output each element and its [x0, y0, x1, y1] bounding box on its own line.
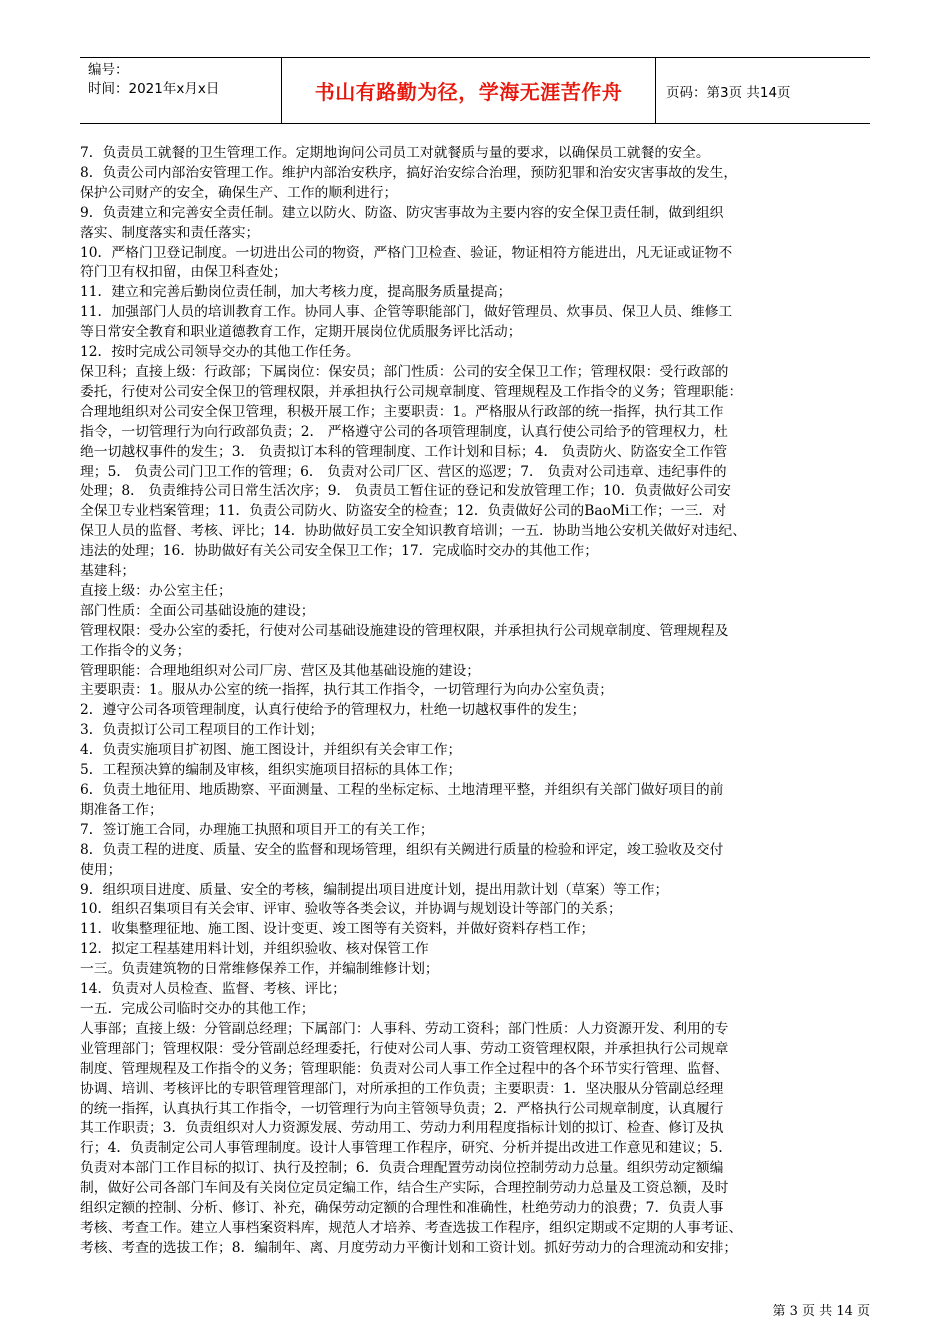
body-line: 7．签订施工合同，办理施工执照和项目开工的有关工作； [80, 821, 434, 838]
body-line: 协调、培训、考核评比的专职管理管理部门，对所承担的工作负责；主要职责：1．坚决服从分管副总经理 [80, 1080, 724, 1097]
body-line: 10．严格门卫登记制度。一切进出公司的物资，严格门卫检查、验证，物证相符方能进出，凡无证或证物不 [80, 244, 733, 261]
body-line: 使用； [80, 861, 122, 878]
body-line: 2．遵守公司各项管理制度，认真行使给予的管理权力，杜绝一切越权事件的发生； [80, 702, 586, 719]
body-line: 违法的处理；16．协助做好有关公司安全保卫工作；17．完成临时交办的其他工作； [80, 543, 599, 560]
body-line: 保护公司财产的安全，确保生产、工作的顺利进行； [80, 184, 398, 201]
body-line: 主要职责：1。服从办公室的统一指挥，执行其工作指令，一切管理行为向办公室负责； [80, 682, 614, 699]
body-line: 10．组织召集项目有关会审、评审、验收等各类会议，并协调与规划设计等部门的关系； [80, 901, 622, 918]
document-number-label: 编号： [88, 62, 129, 78]
body-line: 人事部；直接上级：分管副总经理；下属部门：人事科、劳动工资科；部门性质：人力资源开发、利用的专 [80, 1020, 729, 1037]
body-line: 7．负责员工就餐的卫生管理工作。定期地询问公司员工对就餐质与量的要求，以确保员工就餐的安全。 [80, 145, 710, 161]
body-line: 8．负责公司内部治安管理工作。维护内部治安秩序，搞好治安综合治理，预防犯罪和治安灾害事故的发生， [80, 164, 738, 181]
body-line: 9．组织项目进度、质量、安全的考核，编制提出项目进度计划，提出用款计划（草案）等工作； [80, 881, 669, 898]
body-line: 一三。负责建筑物的日常维修保养工作，并编制维修计划； [80, 961, 439, 978]
body-line: 组织定额的控制、分析、修订、补充，确保劳动定额的合理性和准确性，杜绝劳动力的浪费；7．负责人事 [80, 1200, 724, 1217]
body-line: 12．拟定工程基建用料计划，并组织验收、核对保管工作 [80, 941, 429, 958]
header-motto: 书山有路勤为径，学海无涯苦作舟 [282, 58, 656, 123]
page-footer: 第 3 页 共 14 页 [772, 1304, 870, 1319]
body-line: 4．负责实施项目扩初图、施工图设计，并组织有关会审工作； [80, 742, 462, 759]
body-line: 6．负责土地征用、地质勘察、平面测量、工程的坐标定标、土地清理平整，并组织有关部门做好项目的前 [80, 782, 724, 798]
body-line: 11．收集整理征地、施工图、设计变更、竣工图等有关资料，并做好资料存档工作； [80, 921, 595, 938]
document-time-label: 时间：2021年x月x日 [88, 81, 220, 97]
body-line: 制度、管理规程及工作指令的义务；管理职能：负责对公司人事工作全过程中的各个环节实行管理、监督、 [80, 1060, 729, 1077]
body-line: 11．建立和完善后勤岗位责任制，加大考核力度，提高服务质量提高； [80, 284, 512, 301]
body-line: 考核、考查工作。建立人事档案资料库，规范人才培养、考查选拔工作程序，组织定期或不定期的人事考证、 [80, 1219, 743, 1236]
body-line: 处理；8． 负责维持公司日常生活次序；9． 负责员工暂住证的登记和发放管理工作；10．负责做好公司安 [80, 483, 731, 500]
page-header [80, 57, 870, 124]
body-line: 直接上级：办公室主任； [80, 582, 232, 599]
body-line: 11．加强部门人员的培训教育工作。协同人事、企管等职能部门，做好管理员、炊事员、保卫人员、维修工 [80, 304, 733, 321]
body-line: 期准备工作； [80, 801, 163, 818]
header-page-info: 页码：第3页 共14页 [666, 84, 791, 101]
body-line: 负责对本部门工作目标的拟订、执行及控制；6．负责合理配置劳动岗位控制劳动力总量。组织劳动定额编 [80, 1160, 724, 1177]
body-line: 管理职能：合理地组织对公司厂房、营区及其他基础设施的建设； [80, 662, 481, 679]
body-line: 业管理部门；管理权限：受分管副总经理委托，行使对公司人事、劳动工资管理权限，并承担执行公司规章 [80, 1040, 729, 1057]
body-line: 考核、考查的选拔工作；8．编制年、离、月度劳动力平衡计划和工资计划。抓好劳动力的合理流动和安排； [80, 1239, 738, 1256]
header-meta [80, 58, 282, 123]
body-line: 的统一指挥，认真执行其工作指令，一切管理行为向主管领导负责；2．严格执行公司规章制度，认真履行 [80, 1100, 724, 1117]
body-line: 12．按时完成公司领导交办的其他工作任务。 [80, 344, 360, 361]
body-line: 其工作职责；3．负责组织对人力资源发展、劳动用工、劳动力利用程度指标计划的拟订、检查、修订及执 [80, 1120, 724, 1137]
body-line: 合理地组织对公司安全保卫管理，积极开展工作；主要职责：1。严格服从行政部的统一指挥，执行其工作 [80, 403, 724, 420]
body-line: 全保卫专业档案管理；11．负责公司防火、防盗安全的检查；12．负责做好公司的BaoMi工作；一三．对 [80, 503, 726, 520]
body-line: 保卫科；直接上级：行政部；下属岗位：保安员；部门性质：公司的安全保卫工作；管理权限：受行政部的 [80, 363, 729, 380]
body-line: 等日常安全教育和职业道德教育工作，定期开展岗位优质服务评比活动； [80, 324, 522, 341]
body-line: 理；5． 负责公司门卫工作的管理；6． 负责对公司厂区、营区的巡逻；7． 负责对公司违章、违纪事件的 [80, 463, 727, 480]
body-line: 符门卫有权扣留，由保卫科查处； [80, 264, 287, 281]
body-line: 8．负责工程的进度、质量、安全的监督和现场管理，组织有关阙进行质量的检验和评定，竣工验收及交付 [80, 841, 724, 858]
body-line: 基建科； [80, 563, 136, 580]
body-line: 委托，行使对公司安全保卫的管理权限，并承担执行公司规章制度、管理规程及工作指令的义务；管理职能： [80, 383, 743, 400]
body-line: 绝一切越权事件的发生；3． 负责拟订本科的管理制度、工作计划和目标；4． 负责防火、防盗安全工作管 [80, 443, 728, 460]
document-body [80, 144, 872, 1259]
body-line: 指令，一切管理行为向行政部负责；2． 严格遵守公司的各项管理制度，认真行使公司给予的管理权力，杜 [80, 423, 728, 440]
body-line: 管理权限：受办公室的委托，行使对公司基础设施建设的管理权限，并承担执行公司规章制度、管理规程及 [80, 622, 729, 639]
body-line: 工作指令的义务； [80, 642, 191, 659]
body-line: 9．负责建立和完善安全责任制。建立以防火、防盗、防灾害事故为主要内容的安全保卫责任制，做到组织 [80, 204, 724, 221]
body-line: 部门性质：全面公司基础设施的建设； [80, 602, 315, 619]
body-line: 制，做好公司各部门车间及有关岗位定员定编工作，结合生产实际，合理控制劳动力总量及工资总额，及时 [80, 1180, 729, 1197]
body-line: 5．工程预决算的编制及审核，组织实施项目招标的具体工作； [80, 762, 462, 779]
body-line: 落实、制度落实和责任落实； [80, 224, 260, 241]
body-line: 保卫人员的监督、考核、评比；14．协助做好员工安全知识教育培训；一五．协助当地公安机关做好对违纪、 [80, 523, 747, 540]
body-line: 14．负责对人员检查、监督、考核、评比； [80, 981, 346, 998]
body-line: 3．负责拟订公司工程项目的工作计划； [80, 722, 324, 739]
body-line: 行；4．负责制定公司人事管理制度。设计人事管理工作程序，研究、分析并提出改进工作意见和建议；5． [80, 1140, 733, 1157]
body-line: 一五．完成公司临时交办的其他工作； [80, 1000, 315, 1017]
